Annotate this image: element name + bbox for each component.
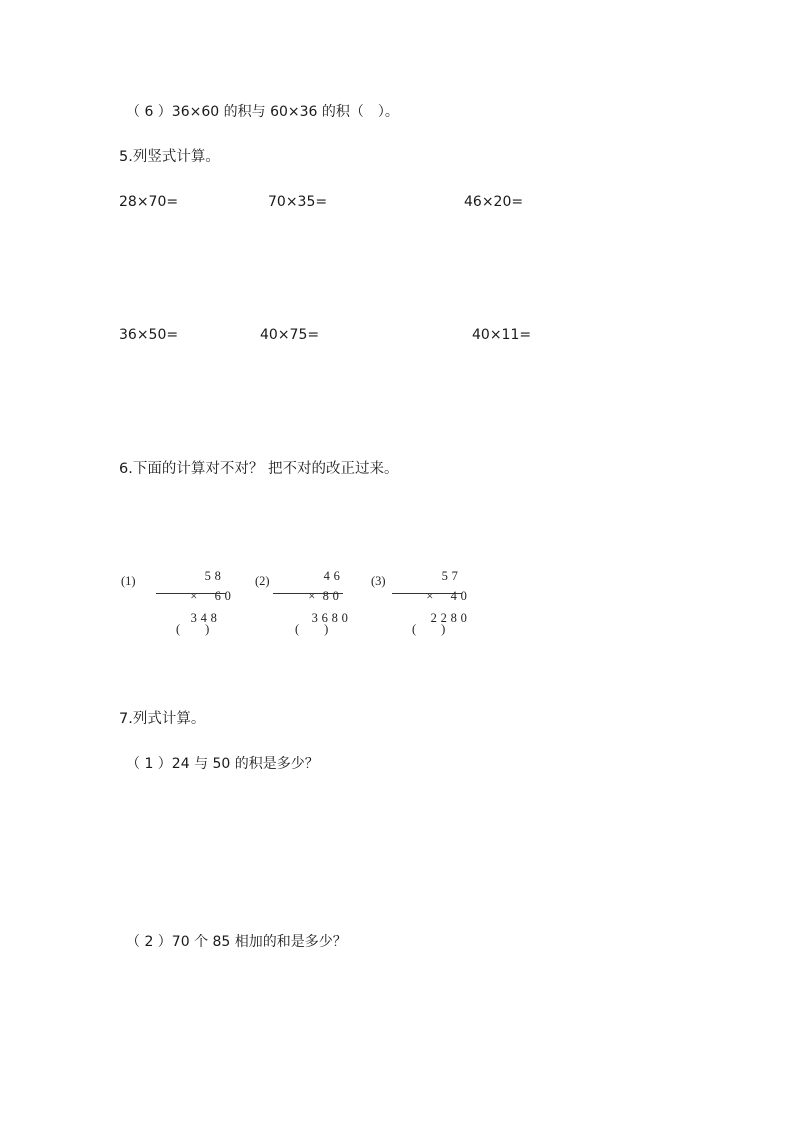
- expression-36x50: 36×50=: [119, 327, 179, 343]
- answer-blank[interactable]: ( ): [295, 622, 329, 636]
- digit: 0: [341, 611, 348, 625]
- digit: 6: [321, 611, 328, 625]
- calc-label: (3): [371, 574, 386, 588]
- calc-label: (1): [121, 574, 136, 588]
- multiply-sign: ×: [308, 589, 316, 603]
- section-6-heading: 6.下面的计算对不对？ 把不对的改正过来。: [119, 461, 399, 477]
- digit: 8: [214, 569, 221, 583]
- digit: 5: [441, 569, 448, 583]
- answer-blank[interactable]: ( ): [412, 622, 446, 636]
- question-7-2: （ 2 ）70 个 85 相加的和是多少？: [126, 934, 347, 950]
- section-7-heading: 7.列式计算。: [119, 711, 206, 727]
- digit: 4: [450, 589, 457, 603]
- question-4-6: （ 6 ）36×60 的积与 60×36 的积（ ）。: [126, 104, 399, 120]
- expression-40x11: 40×11=: [472, 327, 532, 343]
- digit: 0: [460, 611, 467, 625]
- expression-40x75: 40×75=: [260, 327, 320, 343]
- digit: 8: [322, 589, 329, 603]
- digit: 6: [214, 589, 221, 603]
- digit: 0: [460, 589, 467, 603]
- digit: 2: [430, 611, 437, 625]
- digit: 4: [200, 611, 207, 625]
- digit: 3: [311, 611, 318, 625]
- answer-blank[interactable]: ( ): [176, 622, 210, 636]
- expression-28x70: 28×70=: [119, 194, 179, 210]
- expression-46x20: 46×20=: [464, 194, 524, 210]
- section-5-heading: 5.列竖式计算。: [119, 149, 220, 165]
- vertical-calculation-2: [254, 552, 354, 642]
- multiply-sign: ×: [426, 589, 434, 603]
- question-7-1: （ 1 ）24 与 50 的积是多少？: [126, 756, 319, 772]
- calc-rule: [392, 593, 462, 594]
- digit: 0: [332, 589, 339, 603]
- digit: 3: [190, 611, 197, 625]
- multiply-sign: ×: [190, 589, 198, 603]
- digit: 6: [333, 569, 340, 583]
- digit: 5: [204, 569, 211, 583]
- vertical-calculation-3: [370, 552, 470, 642]
- digit: 2: [440, 611, 447, 625]
- digit: 8: [450, 611, 457, 625]
- calc-label: (2): [255, 574, 270, 588]
- calc-rule: [156, 593, 226, 594]
- vertical-calculation-1: [118, 552, 233, 642]
- digit: 8: [210, 611, 217, 625]
- calc-rule: [273, 593, 343, 594]
- digit: 8: [331, 611, 338, 625]
- digit: 7: [451, 569, 458, 583]
- digit: 4: [323, 569, 330, 583]
- digit: 0: [224, 589, 231, 603]
- expression-70x35: 70×35=: [268, 194, 328, 210]
